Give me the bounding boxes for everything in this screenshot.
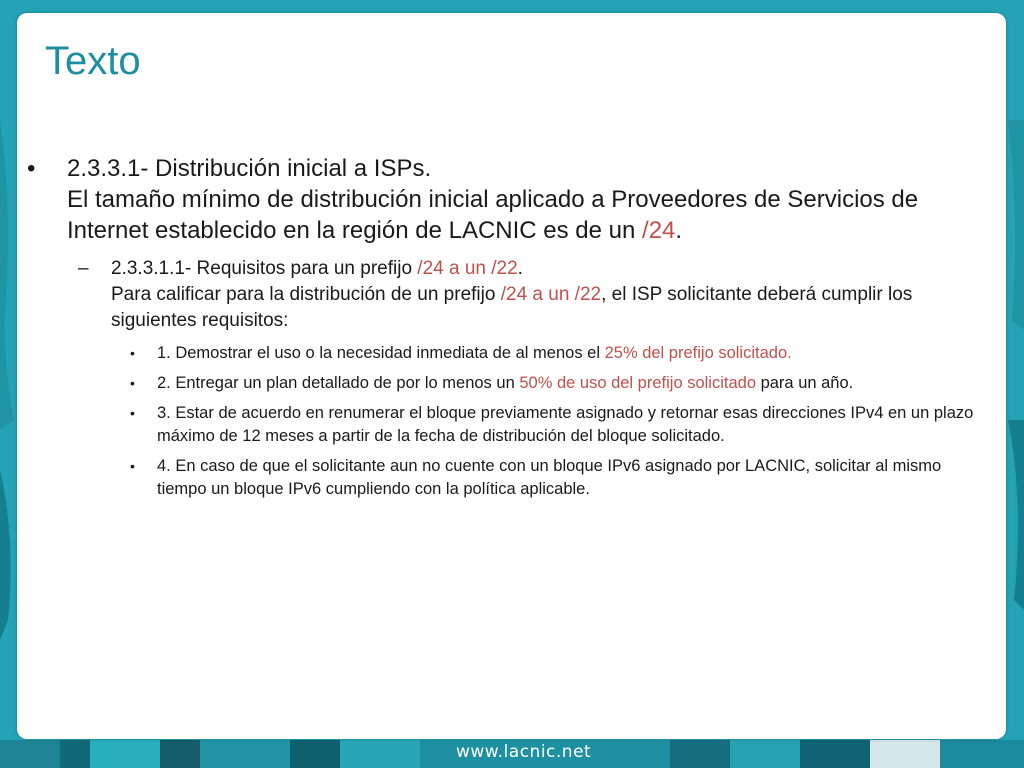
bullet-dot-icon: • [130,375,135,391]
bullet-dot-icon: • [130,458,135,474]
slide-content [17,153,1006,508]
sub-text: Para calificar para la distribución de un prefijo [111,284,501,305]
item-text: 3. Estar de acuerdo en renumerar el bloque previamente asignado y retornar esas direcciones IPv4 en un plazo máximo de 12 meses a partir de la fecha de distribución del bloque solicitado. [157,404,974,445]
bullet-level-1 [17,153,1006,246]
highlight-text: 25% del prefijo solicitado. [604,344,792,362]
bullet-level-2 [17,256,1006,334]
bullet-text: El tamaño mínimo de distribución inicial aplicado a Proveedores de Servicios de Internet establecido en la región de LACNIC es de un [67,186,919,244]
item-text: 4. En caso de que el solicitante aun no cuente con un bloque IPv6 asignado por LACNIC, solicitar al mismo tiempo un bloque IPv6 cumpliendo con la política aplicable. [157,457,942,498]
bullet-dot-icon: • [27,155,36,182]
list-item [17,402,1006,448]
dash-bullet-icon: – [78,258,89,279]
item-text: 2. Entregar un plan detallado de por lo menos un [157,374,520,392]
sub-heading: 2.3.3.1.1- Requisitos para un prefijo [111,258,418,279]
highlight-text: /24 a un /22 [417,258,518,279]
bullet-text-end: . [675,217,683,244]
highlight-text: 50% de uso del prefijo solicitado [519,374,756,392]
slide-title: Texto [45,39,141,83]
list-item [17,342,1006,365]
footer-url: www.lacnic.net [456,742,592,762]
bullet-dot-icon: • [130,345,135,361]
slide-panel [17,13,1006,739]
highlight-text: /24 [642,217,676,244]
list-item [17,372,1006,395]
sub-text-end: , el ISP solicitante deberá cumplir los siguientes requisitos: [111,284,913,331]
list-item [17,455,1006,501]
bullet-dot-icon: • [130,405,135,421]
item-text-end: para un año. [756,374,854,392]
bullet-heading: 2.3.3.1- Distribución inicial a ISPs. [67,155,432,182]
sub-heading-end: . [517,258,523,279]
highlight-text: /24 a un /22 [500,284,602,305]
item-text: 1. Demostrar el uso o la necesidad inmediata de al menos el [157,344,605,362]
